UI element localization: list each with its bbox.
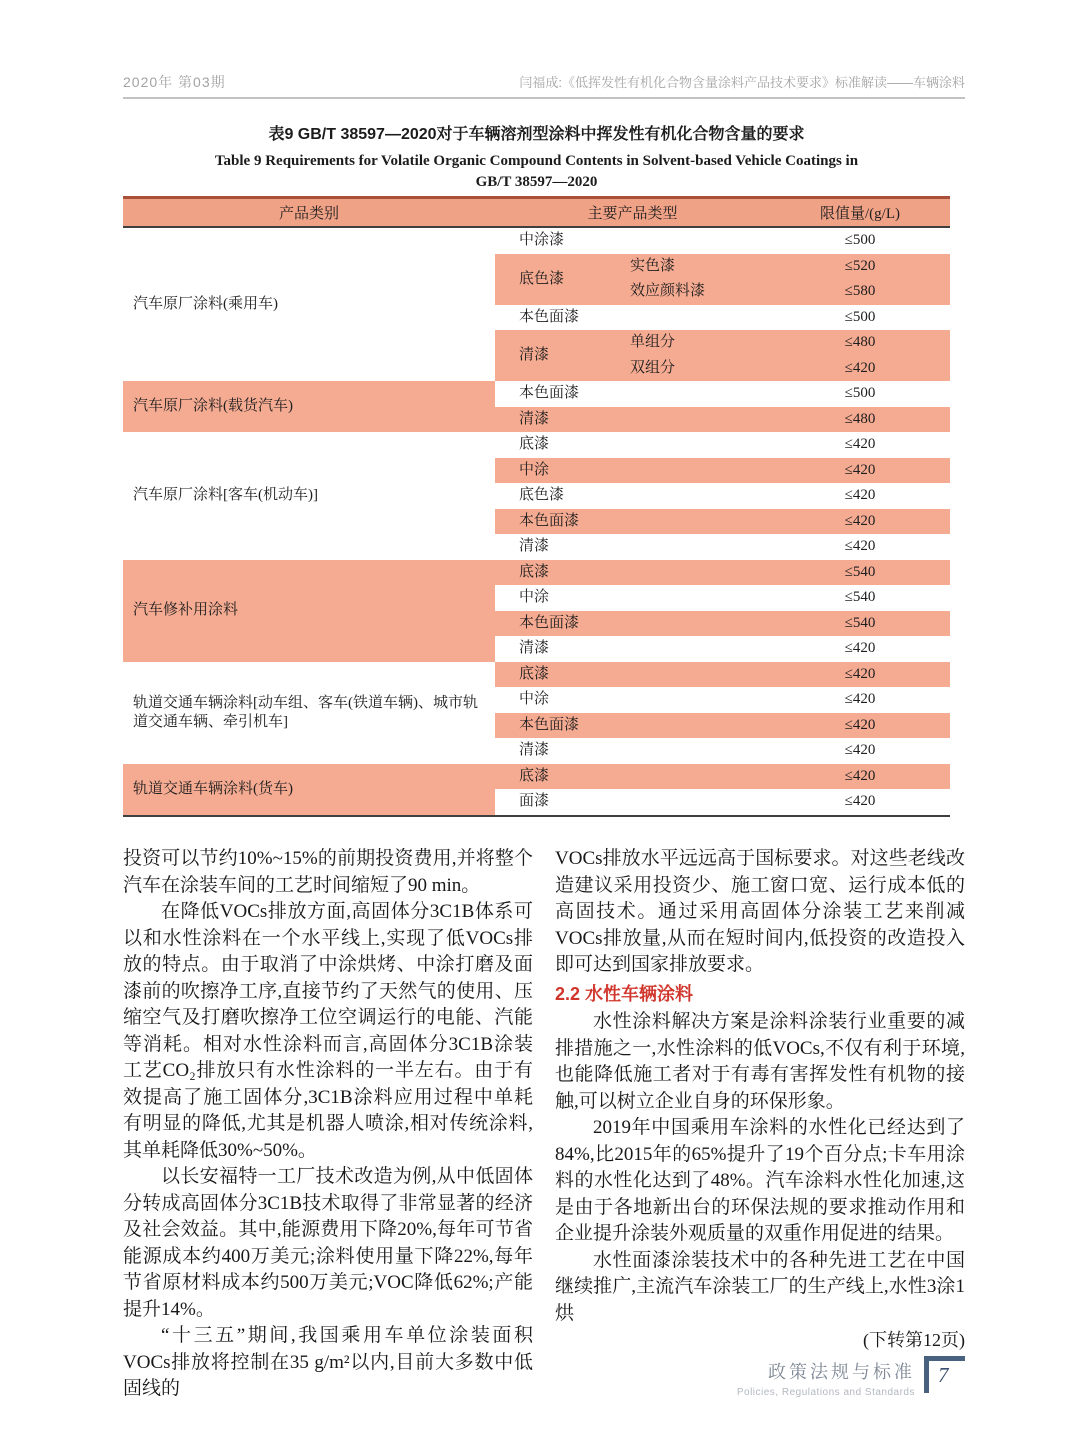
category-cell: 轨道交通车辆涂料(货车): [123, 764, 495, 816]
issue-label: 2020年 第03期: [123, 74, 226, 90]
type-cell: 本色面漆: [495, 713, 770, 739]
table-title-block: [123, 121, 950, 193]
subtype-cell: 实色漆: [620, 254, 770, 280]
type-cell: 清漆: [519, 640, 550, 657]
body-text: [123, 846, 965, 1403]
header-rule: [123, 97, 965, 99]
type-cell: 面漆: [519, 793, 550, 810]
category-cell: 汽车原厂涂料[客车(机动车)]: [133, 487, 318, 504]
type-cell: 中涂: [519, 589, 550, 606]
limit-cell: ≤420: [770, 356, 950, 382]
column-header-category: 产品类别: [123, 198, 495, 228]
footer-section-title-en: Policies, Regulations and Standards: [736, 1387, 915, 1398]
running-title: 闫福成:《低挥发性有机化合物含量涂料产品技术要求》标准解读——车辆涂料: [519, 75, 965, 90]
table-row: [123, 432, 950, 458]
type-cell: 底色漆: [519, 487, 565, 504]
table-row: [123, 662, 950, 688]
subtype-cell: 效应颜料漆: [620, 279, 770, 305]
type-cell: 底漆: [495, 764, 770, 790]
category-cell: 轨道交通车辆涂料[动车组、客车(铁道车辆)、城市轨道交通车辆、牵引机车]: [133, 694, 478, 730]
limit-cell: ≤420: [844, 487, 876, 504]
limit-cell: ≤420: [844, 538, 876, 555]
continued-note: (下转第12页): [863, 1330, 965, 1350]
type-cell: 中涂: [495, 458, 770, 484]
column-header-limit: 限值量/(g/L): [770, 198, 950, 228]
page-footer: [737, 1352, 965, 1398]
table-title-en: [123, 151, 950, 193]
paragraph: VOCs排放水平远远高于国标要求。对这些老线改造建议采用投资少、施工窗口宽、运行成本低的高固技术。通过采用高固体分涂装工艺来削减VOCs排放量,从而在短时间内,低投资的改造投入即可达到国家排放要求。: [555, 848, 965, 975]
page-header: [123, 72, 965, 92]
limit-cell: ≤420: [844, 793, 876, 810]
type-cell: 清漆: [519, 742, 550, 759]
body-column-left: [123, 846, 533, 1403]
table-title-en-line2: GB/T 38597—2020: [475, 174, 598, 190]
type-cell: 中涂: [519, 691, 550, 708]
limit-cell: ≤540: [770, 611, 950, 637]
category-cell: 汽车修补用涂料: [123, 560, 495, 662]
limit-cell: ≤420: [770, 509, 950, 535]
limit-cell: ≤500: [844, 308, 876, 325]
type-cell: 本色面漆: [519, 308, 580, 325]
footer-section-title-zh: 政策法规与标准: [768, 1362, 915, 1382]
type-cell: 底色漆: [495, 254, 620, 305]
paragraph: 投资可以节约10%~15%的前期投资费用,并将整个汽车在涂装车间的工艺时间缩短了90 min。: [123, 848, 533, 896]
category-cell: 汽车原厂涂料(乘用车): [133, 296, 278, 312]
limit-cell: ≤580: [770, 279, 950, 305]
type-cell: 清漆: [495, 330, 620, 381]
limit-cell: ≤500: [844, 385, 876, 402]
paragraph: 以长安福特一工厂技术改造为例,从中低固体分转成高固体分3C1B技术取得了非常显著的经济及社会效益。其中,能源费用下降20%,每年可节省能源成本约400万美元;涂料使用量下降22%,每年节省原材料成本约500万美元;VOC降低62%;产能提升14%。: [123, 1166, 533, 1320]
type-cell: 本色面漆: [495, 611, 770, 637]
limit-cell: ≤480: [770, 407, 950, 433]
limit-cell: ≤420: [770, 662, 950, 688]
paragraph: 在降低VOCs排放方面,高固体分3C1B体系可以和水性涂料在一个水平线上,实现了低VOCs排放的特点。由于取消了中涂烘烤、中涂打磨及面漆前的吹擦净工序,直接节约了天然气的使用、压缩空气及打磨吹擦净工位空调运行的电能、汽能等消耗。相对水性涂料而言,高固体分3C1B涂装工艺CO₂排放只有水性涂料的一半左右。由于有效提高了施工固体分,3C1B涂料应用过程中单耗有明显的降低,尤其是机器人喷涂,相对传统涂料,其单耗降低30%~50%。: [123, 901, 533, 1161]
section-heading: 2.2 水性车辆涂料: [555, 983, 694, 1004]
table-title-zh: 表9 GB/T 38597—2020对于车辆溶剂型涂料中挥发性有机化合物含量的要求: [268, 126, 805, 143]
type-cell: 中涂漆: [519, 232, 565, 249]
limit-cell: ≤500: [844, 232, 876, 249]
voc-requirements-table: [123, 196, 950, 817]
footer-section-labels: [737, 1352, 915, 1398]
limit-cell: ≤540: [844, 589, 876, 606]
type-cell: 底漆: [495, 662, 770, 688]
subtype-cell: 单组分: [620, 330, 770, 356]
limit-cell: ≤420: [770, 458, 950, 484]
table-row: [123, 560, 950, 586]
limit-cell: ≤420: [844, 742, 876, 759]
table-title-en-line1: Table 9 Requirements for Volatile Organic Compound Contents in Solvent-based Vehicle Coatings in: [214, 153, 859, 169]
type-cell: 清漆: [495, 407, 770, 433]
limit-cell: ≤420: [770, 764, 950, 790]
page-number-box: [924, 1356, 965, 1393]
table-row: [123, 227, 950, 254]
limit-cell: ≤420: [844, 436, 876, 453]
type-cell: 底漆: [519, 436, 550, 453]
category-cell: 汽车原厂涂料(载货汽车): [123, 381, 495, 432]
paragraph: 水性面漆涂装技术中的各种先进工艺在中国继续推广,主流汽车涂装工厂的生产线上,水性3涂1烘: [555, 1249, 965, 1324]
table-row: [123, 381, 950, 407]
limit-cell: ≤420: [770, 713, 950, 739]
type-cell: 本色面漆: [519, 385, 580, 402]
subtype-cell: 双组分: [620, 356, 770, 382]
limit-cell: ≤540: [770, 560, 950, 586]
type-cell: 清漆: [519, 538, 550, 555]
limit-cell: ≤420: [844, 691, 876, 708]
table-row: [123, 764, 950, 790]
paragraph: “十三五”期间,我国乘用车单位涂装面积VOCs排放将控制在35 g/m²以内,目前大多数中低固线的: [123, 1325, 533, 1399]
limit-cell: ≤520: [770, 254, 950, 280]
table-header-row: [123, 198, 950, 228]
limit-cell: ≤480: [770, 330, 950, 356]
column-header-type: 主要产品类型: [495, 198, 770, 228]
page-number: 7: [938, 1363, 949, 1387]
type-cell: 底漆: [495, 560, 770, 586]
body-column-right: [555, 846, 965, 1403]
limit-cell: ≤420: [844, 640, 876, 657]
paragraph: 水性涂料解决方案是涂料涂装行业重要的减排措施之一,水性涂料的低VOCs,不仅有利于环境,也能降低施工者对于有毒有害挥发性有机物的接触,可以树立企业自身的环保形象。: [555, 1011, 965, 1112]
paragraph: 2019年中国乘用车涂料的水性化已经达到了84%,比2015年的65%提升了19个百分点;卡车用涂料的水性化达到了48%。汽车涂料水性化加速,这是由于各地新出台的环保法规的要求推动作用和企业提升涂装外观质量的双重作用促进的结果。: [555, 1117, 965, 1244]
type-cell: 本色面漆: [495, 509, 770, 535]
